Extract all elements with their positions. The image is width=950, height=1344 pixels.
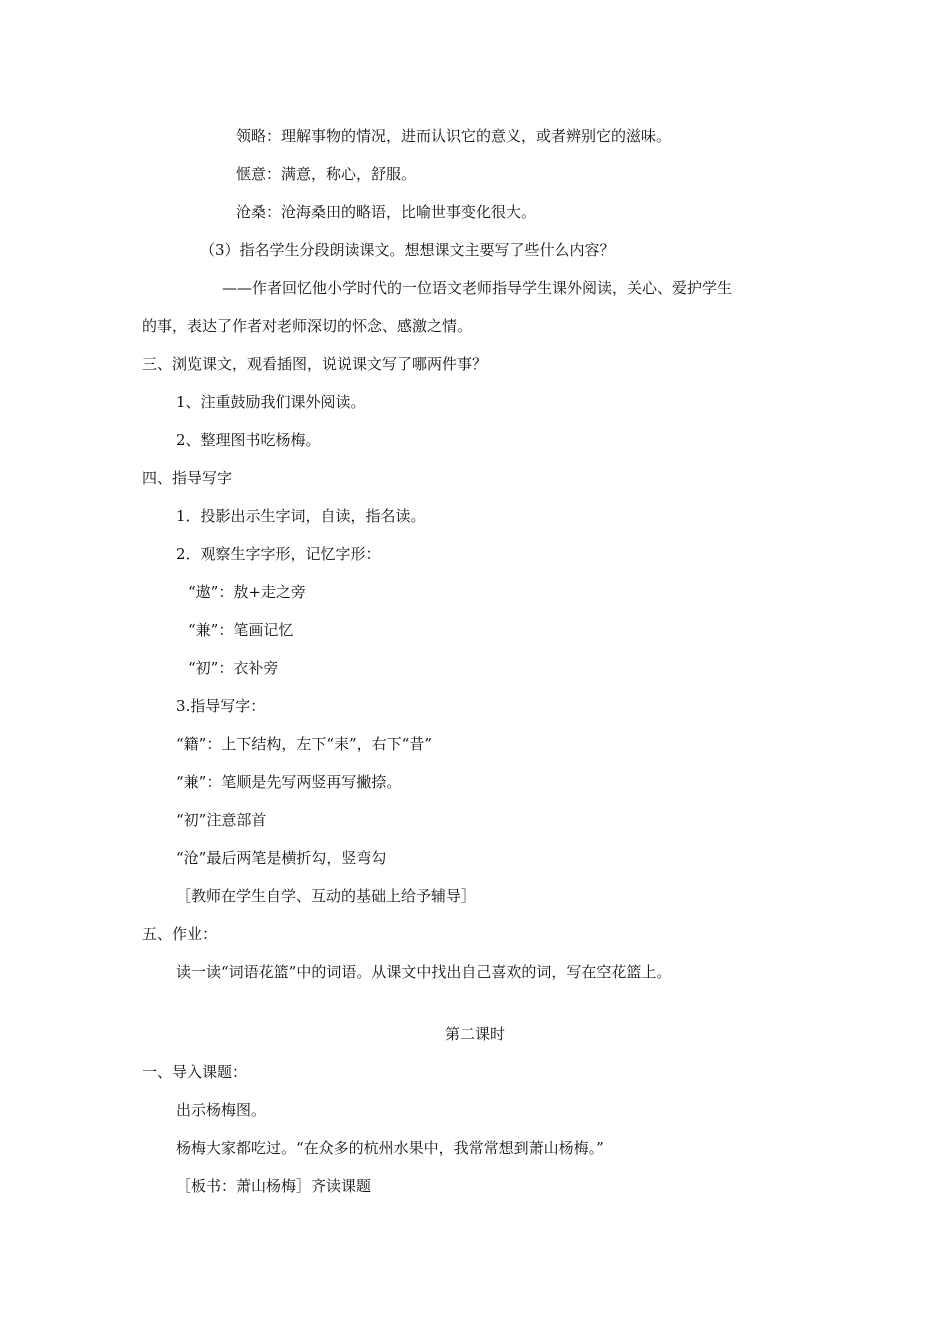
lesson-2-section-1-heading: 一、导入课题：	[142, 1063, 248, 1081]
character-jian: “兼”：笔画记忆	[188, 621, 294, 639]
section-3-item-1: 1、注重鼓励我们课外阅读。	[176, 393, 366, 411]
character-ao: “遨”：敖+走之旁	[188, 583, 306, 601]
summary-line-2: 的事，表达了作者对老师深切的怀念、感激之情。	[142, 317, 473, 335]
definition-cangsang: 沧桑：沧海桑田的略语，比喻世事变化很大。	[236, 203, 537, 221]
definition-linglue: 领略：理解事物的情况，进而认识它的意义，或者辨别它的滋味。	[236, 127, 672, 145]
section-4-item-1: 1．投影出示生字词，自读，指名读。	[176, 507, 426, 525]
second-lesson-title: 第二课时	[444, 1025, 505, 1043]
homework-text: 读一读“词语花篮”中的词语。从课文中找出自己喜欢的词，写在空花篮上。	[176, 963, 672, 981]
section-5-heading: 五、作业：	[142, 925, 218, 943]
character-chu: “初”：衣补旁	[188, 659, 279, 677]
blackboard-line: ［板书：萧山杨梅］齐读课题	[176, 1177, 372, 1195]
writing-ji: “籍”：上下结构，左下“耒”，右下“昔”	[176, 735, 433, 753]
section-4-item-3: 3.指导写字：	[176, 697, 266, 715]
writing-chu: “初”注意部首	[176, 811, 267, 829]
summary-line-1: ——作者回忆他小学时代的一位语文老师指导学生课外阅读，关心、爱护学生	[222, 279, 733, 297]
section-4-item-2: 2．观察生字字形，记忆字形：	[176, 545, 381, 563]
section-3-heading: 三、浏览课文，观看插图，说说课文写了哪两件事？	[142, 355, 488, 373]
section-4-heading: 四、指导写字	[142, 469, 233, 487]
yangmei-quote-line: 杨梅大家都吃过。“在众多的杭州水果中，我常常想到萧山杨梅。”	[176, 1139, 604, 1157]
show-picture-line: 出示杨梅图。	[176, 1101, 267, 1119]
writing-cang: “沧”最后两笔是横折勾，竖弯勾	[176, 849, 387, 867]
definition-qieyi: 惬意：满意，称心，舒服。	[236, 165, 417, 183]
section-3-item-2: 2、整理图书吃杨梅。	[176, 431, 321, 449]
step-3-reading: （3）指名学生分段朗读课文。想想课文主要写了些什么内容？	[200, 241, 615, 259]
writing-jian: “兼”：笔顺是先写两竖再写撇捺。	[176, 773, 402, 791]
teacher-note: ［教师在学生自学、互动的基础上给予辅导］	[176, 887, 477, 905]
